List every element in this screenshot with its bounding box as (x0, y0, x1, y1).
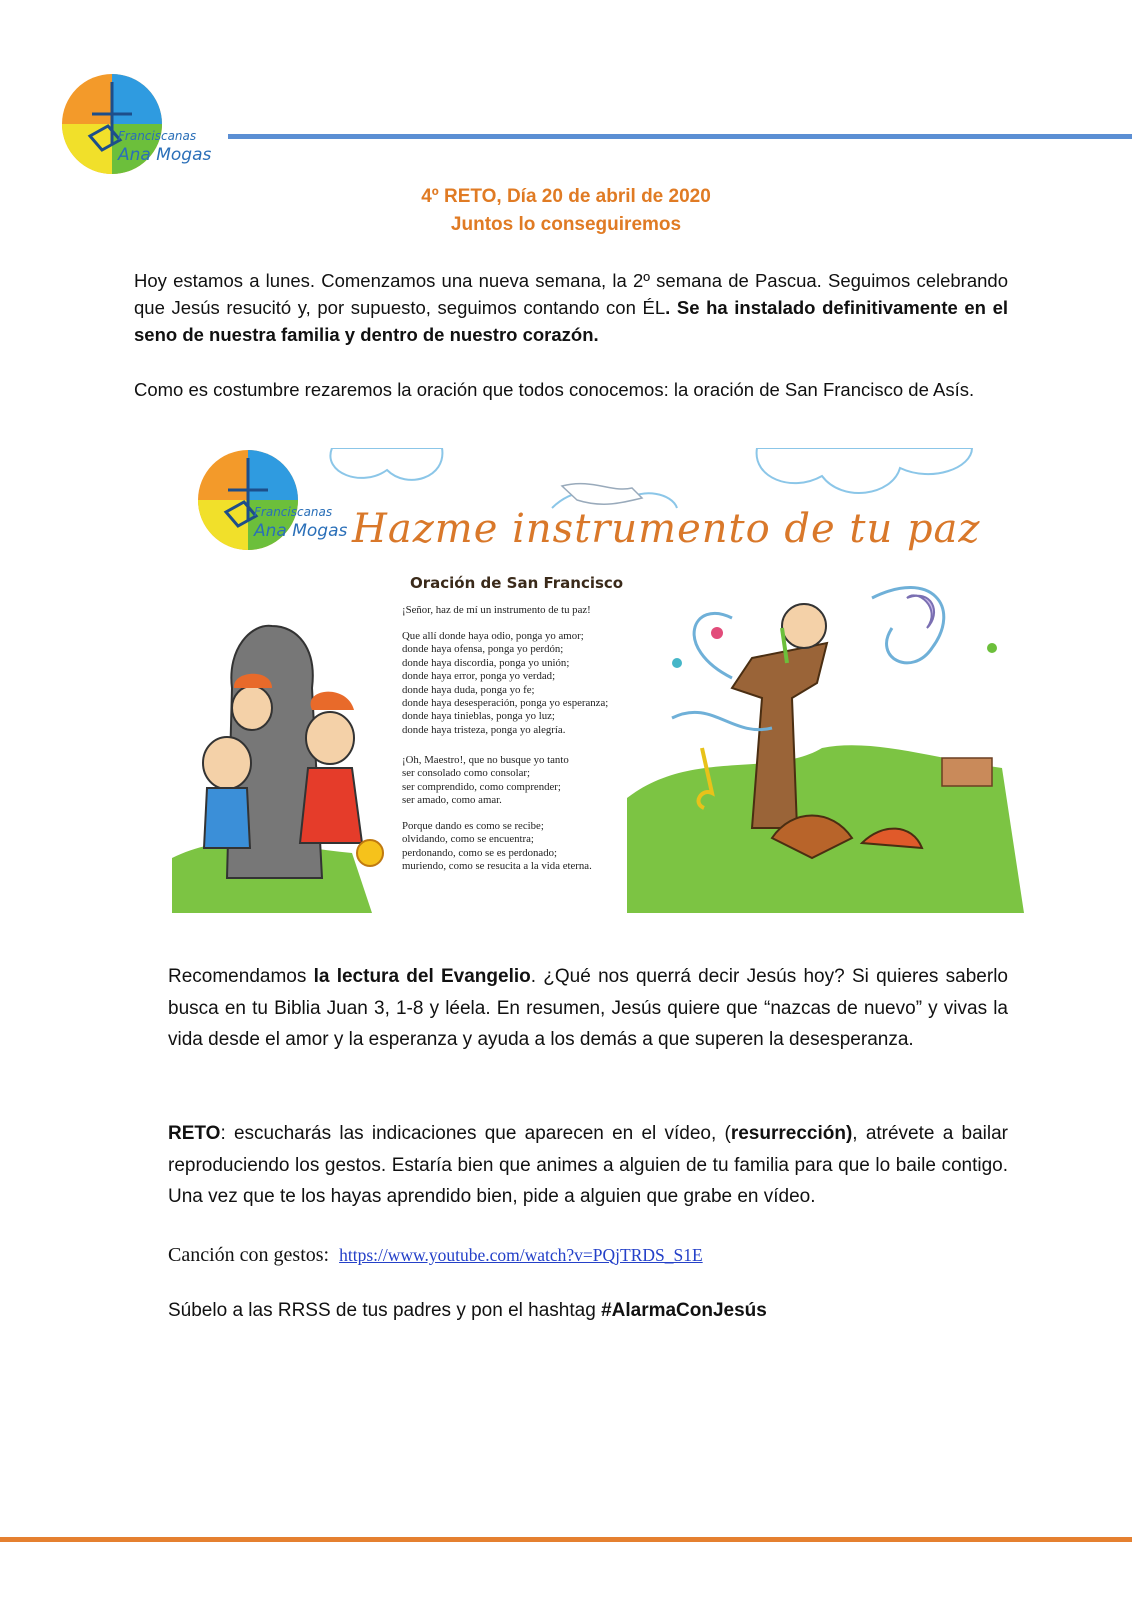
gospel-bold: la lectura del Evangelio (313, 966, 531, 987)
prayer-stanza-2: ¡Oh, Maestro!, que no busque yo tanto ser consolado como consolar; ser comprendido, como comprender; ser amado, como amar. (402, 754, 569, 807)
prayer-opening: ¡Señor, haz de mí un instrumento de tu paz! (402, 604, 591, 616)
intro-bold: . Se ha instalado definitivamente en el seno de nuestra familia y dentro de nuestro corazón. (134, 297, 1008, 345)
prayer-intro-paragraph: Como es costumbre rezaremos la oración que todos conocemos: la oración de San Francisco de Asís. (134, 379, 975, 400)
challenge-paragraph (168, 1118, 1008, 1213)
challenge-text-a: : escucharás las indicaciones que aparecen en el vídeo, ( (220, 1123, 731, 1144)
song-link[interactable]: https://www.youtube.com/watch?v=PQjTRDS_S1E (339, 1245, 703, 1265)
logo (62, 74, 222, 178)
gospel-paragraph (168, 961, 1008, 1056)
gospel-text-a: Recomendamos (168, 966, 314, 987)
banner-logo-text-1: Franciscanas (254, 505, 333, 519)
share-text: Súbelo a las RRSS de tus padres y pon el hashtag (168, 1300, 602, 1321)
intro-text: Hoy estamos a lunes. Comenzamos una nueva semana, la 2º semana de Pascua. Seguimos celebrando que Jesús resucitó y, por supuesto, seguimos contando con ÉL (134, 270, 1008, 318)
prayer-title: Oración de San Francisco (410, 574, 624, 592)
challenge-label: RETO (168, 1123, 221, 1144)
banner-headline: Hazme instrumento de tu paz (352, 506, 981, 552)
header-rule (228, 134, 1132, 139)
logo-text-1: Franciscanas (118, 129, 197, 143)
challenge-text-b: , atrévete a bailar reproduciendo los gestos. Estaría bien que animes a alguien de tu familia para que lo baile contigo. Una vez que te los hayas aprendido bien, pide a alguien que grabe en vídeo. (168, 1123, 1008, 1207)
footer-rule (0, 1537, 1132, 1542)
banner-logo (178, 450, 378, 554)
page-title: 4º RETO, Día 20 de abril de 2020 (421, 186, 711, 207)
share-line (168, 1300, 767, 1322)
prayer-banner (172, 448, 1024, 913)
intro-paragraph (134, 267, 1008, 348)
logo-text-2: Ana Mogas (118, 145, 212, 165)
song-line (168, 1244, 703, 1267)
prayer-stanza-3: Porque dando es como se recibe; olvidando, como se encuentra; perdonando, como se es perdonado; muriendo, como se resucita a la vida eterna. (402, 820, 592, 873)
banner-logo-text-2: Ana Mogas (254, 521, 348, 541)
page-subtitle: Juntos lo conseguiremos (450, 214, 682, 235)
song-label: Canción con gestos: (168, 1244, 330, 1266)
challenge-bold: resurrección) (730, 1123, 853, 1144)
hashtag: #AlarmaConJesús (601, 1300, 767, 1321)
prayer-stanza-1: Que allí donde haya odio, ponga yo amor; donde haya ofensa, ponga yo perdón; donde haya discordia, ponga yo unión; donde haya error, ponga yo verdad; donde haya duda, ponga yo fe; donde haya desesperación, ponga yo esperanza; donde haya tinieblas, ponga yo luz; donde haya tristeza, ponga yo alegría. (402, 630, 609, 736)
gospel-text-b: . ¿Qué nos querrá decir Jesús hoy? Si quieres saberlo busca en tu Biblia Juan 3, 1-8 y léela. En resumen, Jesús quiere que “nazcas de nuevo” y vivas la vida desde el amor y la esperanza y ayuda a los demás a que superen la desesperanza. (168, 966, 1008, 1050)
